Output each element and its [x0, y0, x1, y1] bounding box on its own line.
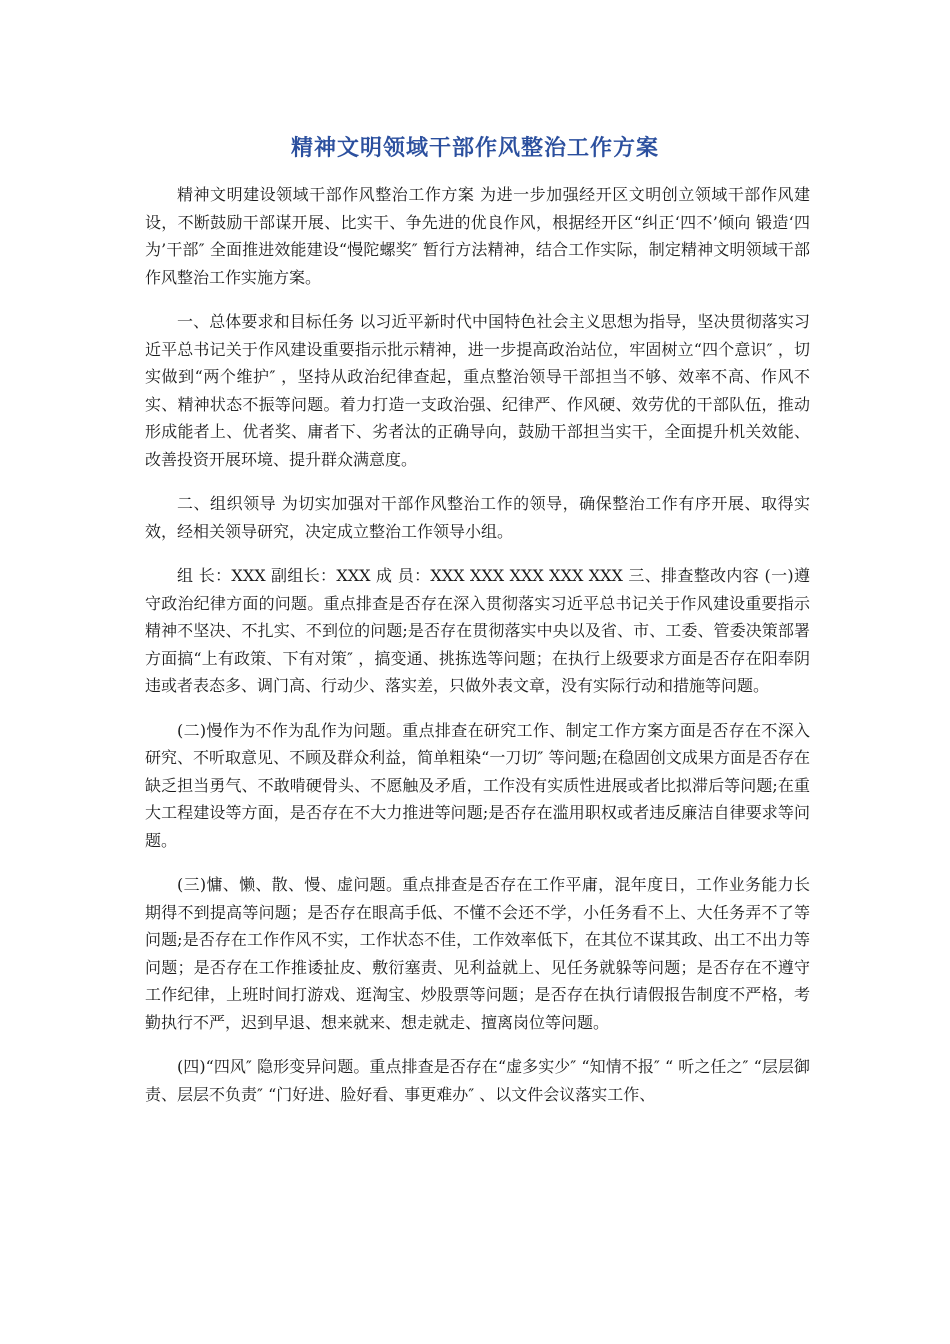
paragraph-item-3: (三)慵、懒、散、慢、虚问题。重点排查是否存在工作平庸，混年度日，工作业务能力长期得不到提高等问题；是否存在眼高手低、不懂不会还不学，小任务看不上、大任务弄不了等问题;是否存在工作作风不实，工作状态不佳，工作效率低下，在其位不谋其政、出工不出力等问题；是否存在工作推诿扯皮、敷衍塞责、见利益就上、见任务就躲等问题；是否存在不遵守工作纪律，上班时间打游戏、逛淘宝、炒股票等问题；是否存在执行请假报告制度不严格，考勤执行不严，迟到早退、想来就来、想走就走、擅离岗位等问题。 [145, 875, 810, 1032]
paragraph-general-requirements: 一、总体要求和目标任务 以习近平新时代中国特色社会主义思想为指导，坚决贯彻落实习近平总书记关于作风建设重要指示批示精神，进一步提高政治站位，牢固树立“四个意识″ ，切实做到“两个维护″ ，坚持从政治纪律查起，重点整治领导干部担当不够、效率不高、作风不实、精神状态不振等问题。着力打造一支政治强、纪律严、作风硬、效劳优的干部队伍，推动形成能者上、优者奖、庸者下、劣者汰的正确导向，鼓励干部担当实干，全面提升机关效能、改善投资开展环境、提升群众满意度。 [145, 312, 810, 469]
paragraph-organization: 二、组织领导 为切实加强对干部作风整治工作的领导，确保整治工作有序开展、取得实效，经相关领导研究，决定成立整治工作领导小组。 [145, 494, 810, 541]
document-title: 精神文明领域干部作风整治工作方案 [290, 136, 659, 161]
paragraph-members-and-item-1: 组 长：XXX 副组长：XXX 成 员：XXX XXX XXX XXX XXX 三、排查整改内容 (一)遵守政治纪律方面的问题。重点排查是否存在深入贯彻落实习近平总书记关于作风建设重要指示精神不坚决、不扎实、不到位的问题;是否存在贯彻落实中央以及省、市、工委、管委决策部署方面搞“上有政策、下有对策″ ，搞变通、挑拣选等问题；在执行上级要求方面是否存在阳奉阴违或者表态多、调门高、行动少、落实差，只做外表文章，没有实际行动和措施等问题。 [145, 566, 810, 695]
paragraph-intro: 精神文明建设领域干部作风整治工作方案 为进一步加强经开区文明创立领域干部作风建设，不断鼓励干部谋开展、比实干、争先进的优良作风，根据经开区“纠正‘四不’倾向 锻造‘四为’干部″ 全面推进效能建设“慢陀螺奖″ 暂行方法精神，结合工作实际，制定精神文明领域干部作风整治工作实施方案。 [145, 185, 810, 287]
document-body [145, 181, 810, 1125]
paragraph-item-2: (二)慢作为不作为乱作为问题。重点排查在研究工作、制定工作方案方面是否存在不深入研究、不听取意见、不顾及群众利益，简单粗染“一刀切″ 等问题;在稳固创文成果方面是否存在缺乏担当勇气、不敢啃硬骨头、不愿触及矛盾，工作没有实质性进展或者比拟滞后等问题;在重大工程建设等方面，是否存在不大力推进等问题;是否存在滥用职权或者违反廉洁自律要求等问题。 [145, 720, 810, 850]
paragraph-item-4: (四)“四风″ 隐形变异问题。重点排查是否存在“虚多实少″ “知情不报″ “ 听之任之″ “层层御责、层层不负责″ “门好进、脸好看、事更难办″ 、以文件会议落实工作、 [145, 1057, 810, 1104]
